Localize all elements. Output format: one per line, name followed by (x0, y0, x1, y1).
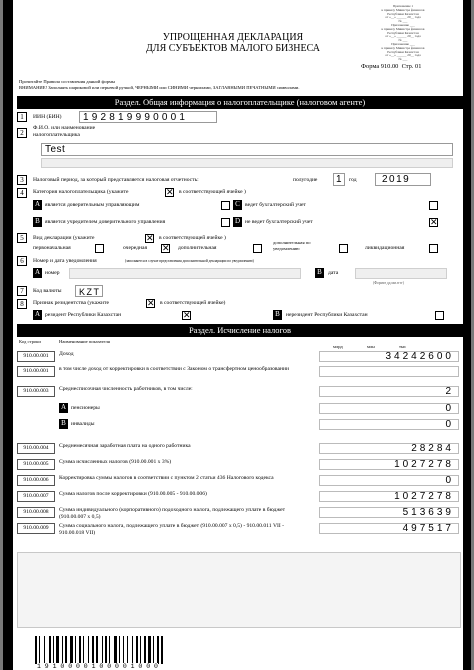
decl-additional-label: дополнительная (178, 245, 217, 251)
decl-type-label-tail: в соответствующей ячейке ) (159, 235, 226, 241)
barcode-bar (114, 636, 117, 664)
line-num-7: 7 (17, 286, 27, 296)
barcode-bar (83, 636, 84, 664)
barcode-bar (127, 636, 128, 664)
row-name: Среднесписочная численность работников, в том числе: (59, 386, 193, 392)
annex-line: от «__» ______ 20__ года (385, 15, 421, 20)
residency-label: Признак резидентства (укажите (33, 300, 109, 306)
row-value-field[interactable]: 1027278 (319, 491, 459, 502)
form-number (361, 64, 421, 71)
currency-field[interactable]: KZT (75, 285, 103, 297)
category-hint-checkbox: ✕ (166, 187, 174, 197)
form-title (123, 32, 343, 54)
row-value-field[interactable]: 497517 (319, 523, 459, 534)
category-b-checkbox[interactable] (221, 218, 230, 227)
barcode-bar (161, 636, 163, 664)
row-value-field[interactable] (319, 366, 459, 377)
col-code-header: Код строки (19, 339, 41, 344)
line-num-5: 5 (17, 233, 27, 243)
col-name-header: Наименование показателя (59, 339, 110, 344)
annex-line: № ___ (398, 38, 408, 43)
barcode-bar (44, 636, 45, 664)
row-code: 910.00.008 (17, 507, 55, 518)
row-name: Сумма исчисленных налогов (910.00.001 x 3%) (59, 459, 172, 465)
category-d-checkbox[interactable]: ✕ (430, 217, 438, 227)
row-name: Среднемесячная заработная плата на одного работника (59, 443, 191, 449)
row-value-field[interactable]: 513639 (319, 507, 459, 518)
barcode-bar (65, 636, 67, 664)
decl-notice-checkbox[interactable] (339, 244, 348, 253)
half-year-label: полугодие (293, 177, 318, 183)
half-year-field[interactable]: 1 (333, 173, 345, 186)
category-a-letter: A (34, 200, 41, 208)
notification-number-label: номер (45, 270, 60, 276)
decl-liquidation-label: ликвидационная (365, 245, 405, 251)
year-field[interactable]: 2019 (375, 173, 431, 186)
barcode-bar (136, 636, 138, 664)
barcode-bar (56, 636, 59, 664)
group-million: млн (367, 344, 375, 349)
decl-initial-checkbox[interactable] (95, 244, 104, 253)
annex-line: к приказу Министра финансов (381, 45, 425, 50)
period-label: Налоговый период, за который представляется налоговая отчетность: (33, 177, 199, 183)
row-value-field[interactable]: 2 (319, 386, 459, 397)
section-general-info: Раздел. Общая информация о налогоплательщике (налоговом агенте) (17, 96, 463, 109)
barcode-bar (157, 636, 159, 664)
annex-line: № ___ (398, 57, 408, 62)
barcode-bar (123, 636, 124, 664)
barcode-bar (132, 636, 133, 664)
decl-regular-checkbox[interactable]: ✕ (162, 243, 170, 253)
barcode-bar (75, 636, 76, 664)
line-num-4: 4 (17, 188, 27, 198)
notification-note: (заполняется в случае представления дополнительной декларации по уведомлению) (125, 259, 254, 263)
row-code: 910.00.009 (17, 523, 55, 534)
category-label-tail: в соответствующей ячейке ) (179, 189, 246, 195)
row-name: в том числе доход от корректировки в соответствии с Законом о трансфертном ценообразовании (59, 366, 289, 372)
residency-label-tail: в соответствующей ячейке) (160, 300, 226, 306)
row-value-field[interactable]: 1027278 (319, 459, 459, 470)
resident-label: резидент Республики Казахстан (45, 312, 122, 318)
decl-hint-checkbox: ✕ (146, 233, 154, 243)
barcode-text: 1 9 1 0 0 0 0 1 0 0 0 0 1 0 0 0 (37, 663, 158, 670)
currency-label: Код валюты (33, 288, 62, 294)
category-d-letter: D (234, 217, 241, 225)
iin-label: ИИН (БИН) (33, 114, 62, 120)
barcode-bar (88, 636, 89, 664)
line-num-1: 1 (17, 112, 27, 122)
row-code: 910.00.006 (17, 475, 55, 486)
nonresident-label: нерезидент Республики Казахстан (286, 312, 368, 318)
year-label: год (349, 177, 357, 183)
annex-line: Республики Казахстан (387, 30, 419, 35)
section-tax-calc: Раздел. Исчисление налогов (17, 324, 463, 337)
barcode-bar (35, 636, 37, 664)
row-code: 910.00.003 (17, 386, 55, 397)
notice-rules: Прочитайте Правила составления данной формы (19, 79, 115, 84)
notification-b-letter: B (315, 268, 324, 278)
barcode-bar (49, 636, 51, 664)
iin-field[interactable]: 192819990001 (79, 111, 217, 123)
category-a-label: является доверительным управляющим (45, 202, 140, 208)
row-name: инвалиды (71, 421, 95, 427)
fio-field[interactable]: Test (41, 143, 453, 156)
row-code: 910.00.001 (17, 366, 55, 377)
line-num-6: 6 (17, 256, 27, 266)
line-num-3: 3 (17, 175, 27, 185)
category-b-letter: B (33, 217, 42, 227)
barcode-bar (153, 636, 154, 664)
row-name: Сумма налогов после корректировки (910.00.005 - 910.00.006) (59, 491, 207, 497)
row-name: Сумма социального налога, подлежащего уплате в бюджет (910.00.007 x 0,5) - 910.00.011 VII - 910.00.018 VII) (59, 523, 284, 536)
row-letter: A (60, 403, 67, 411)
notification-label: Номер и дата уведомления (33, 258, 97, 264)
barcode-bar (92, 636, 94, 664)
form-code: Форма 910.00 (361, 63, 399, 70)
row-value-field[interactable]: 0 (319, 403, 459, 414)
line-num-2: 2 (17, 128, 27, 138)
residency-b-letter: B (273, 310, 282, 320)
notification-date-label: дата (328, 270, 339, 276)
annex-line: Приложение ___ (391, 41, 415, 46)
group-thousand: тыс (399, 344, 407, 349)
category-a-checkbox[interactable] (221, 201, 230, 210)
row-value-field[interactable]: 28284 (319, 443, 459, 454)
page-number: Стр. 01 (401, 63, 422, 70)
category-c-letter: C (233, 200, 242, 210)
annex-line: к приказу Министра финансов (381, 26, 425, 31)
barcode-bar (109, 636, 110, 664)
resident-checkbox[interactable]: ✕ (183, 310, 191, 320)
row-name: пенсионеры (71, 405, 100, 411)
barcode-bar (105, 636, 107, 664)
barcode-bar (144, 636, 146, 664)
annex-line: Республики Казахстан (387, 49, 419, 54)
barcode-bar (70, 636, 73, 664)
notification-number-field[interactable] (69, 268, 301, 279)
barcode-bar (102, 636, 103, 664)
decl-liquidation-checkbox[interactable] (429, 244, 438, 253)
group-billion: млрд (333, 344, 343, 349)
row-code: 910.00.007 (17, 491, 55, 502)
residency-a-letter: A (34, 310, 41, 318)
annex-line: от «__» ______ 20__ года (385, 34, 421, 39)
decl-type-label: Вид декларации (укажите (33, 235, 95, 241)
decl-initial-label: первоначальная (33, 245, 71, 251)
decl-regular-label: очередная (123, 245, 148, 251)
category-label: Категория налогоплательщика (укажите (33, 189, 129, 195)
row-code: 910.00.005 (17, 459, 55, 470)
notification-a-letter: A (34, 268, 41, 276)
barcode-bar (62, 636, 63, 664)
fio-field-line2[interactable] (41, 158, 453, 168)
left-margin-bar (3, 0, 13, 670)
line-num-8: 8 (17, 299, 27, 309)
title-line-2: ДЛЯ СУБЪЕКТОВ МАЛОГО БИЗНЕСА (145, 43, 321, 54)
annex-note (371, 5, 435, 62)
right-margin-bar (463, 0, 471, 670)
title-line-1: УПРОЩЕННАЯ ДЕКЛАРАЦИЯ (162, 32, 304, 43)
annex-line: к приказу Министра финансов (381, 7, 425, 12)
category-d-label: не ведет бухгалтерский учет (245, 219, 313, 225)
row-code: 910.00.001 (17, 351, 55, 362)
annex-line: № ___ (398, 19, 408, 24)
annex-line: Приложение ___ (391, 22, 415, 27)
category-b-label: является учредителем доверительного управления (45, 219, 166, 225)
notice-warning: ВНИМАНИЕ! Заполнять шариковой или перьевой ручкой, ЧЕРНЫМИ или СИНИМИ чернилами, ЗАГЛАВНЫМИ ПЕЧАТНЫМИ символами. (19, 85, 300, 90)
free-area (17, 552, 461, 628)
row-code: 910.00.004 (17, 443, 55, 454)
residency-hint-checkbox: ✕ (147, 298, 155, 308)
fio-label: Ф.И.О. или наименование налогоплательщика (33, 125, 96, 138)
declaration-page (3, 0, 471, 670)
row-name: Доход (59, 351, 74, 357)
notification-date-field[interactable] (355, 268, 447, 279)
decl-additional-checkbox[interactable] (253, 244, 262, 253)
row-letter: B (59, 419, 68, 429)
date-format-hint: (Формат дд.мм.гггг) (373, 281, 404, 285)
barcode-bar (53, 636, 54, 664)
nonresident-checkbox[interactable] (435, 311, 444, 320)
row-value-field[interactable]: 0 (319, 419, 459, 430)
decl-notice-label: дополнительная по уведомлению (273, 240, 311, 251)
barcode-bar (140, 636, 141, 664)
annex-line: Приложение 1 (392, 4, 414, 8)
barcode-bar (96, 636, 98, 664)
row-value-field[interactable]: 0 (319, 475, 459, 486)
barcode-bar (39, 636, 40, 664)
row-name: Корректировка суммы налогов в соответствии с пунктом 2 статьи 436 Налогового кодекса (59, 475, 274, 481)
barcode-bar (79, 636, 81, 664)
category-c-checkbox[interactable] (429, 201, 438, 210)
category-c-label: ведет бухгалтерский учет (245, 202, 306, 208)
row-value-field[interactable]: 34242600 (319, 351, 459, 362)
row-name: Сумма индивидуального (корпоративного) подоходного налога, подлежащего уплате в бюджет (910.00.007 x 0,5) (59, 507, 286, 520)
annex-line: Республики Казахстан (387, 11, 419, 16)
annex-line: от «__» ______ 20__ года (385, 53, 421, 58)
barcode-bar (119, 636, 120, 664)
barcode-bar (148, 636, 151, 664)
